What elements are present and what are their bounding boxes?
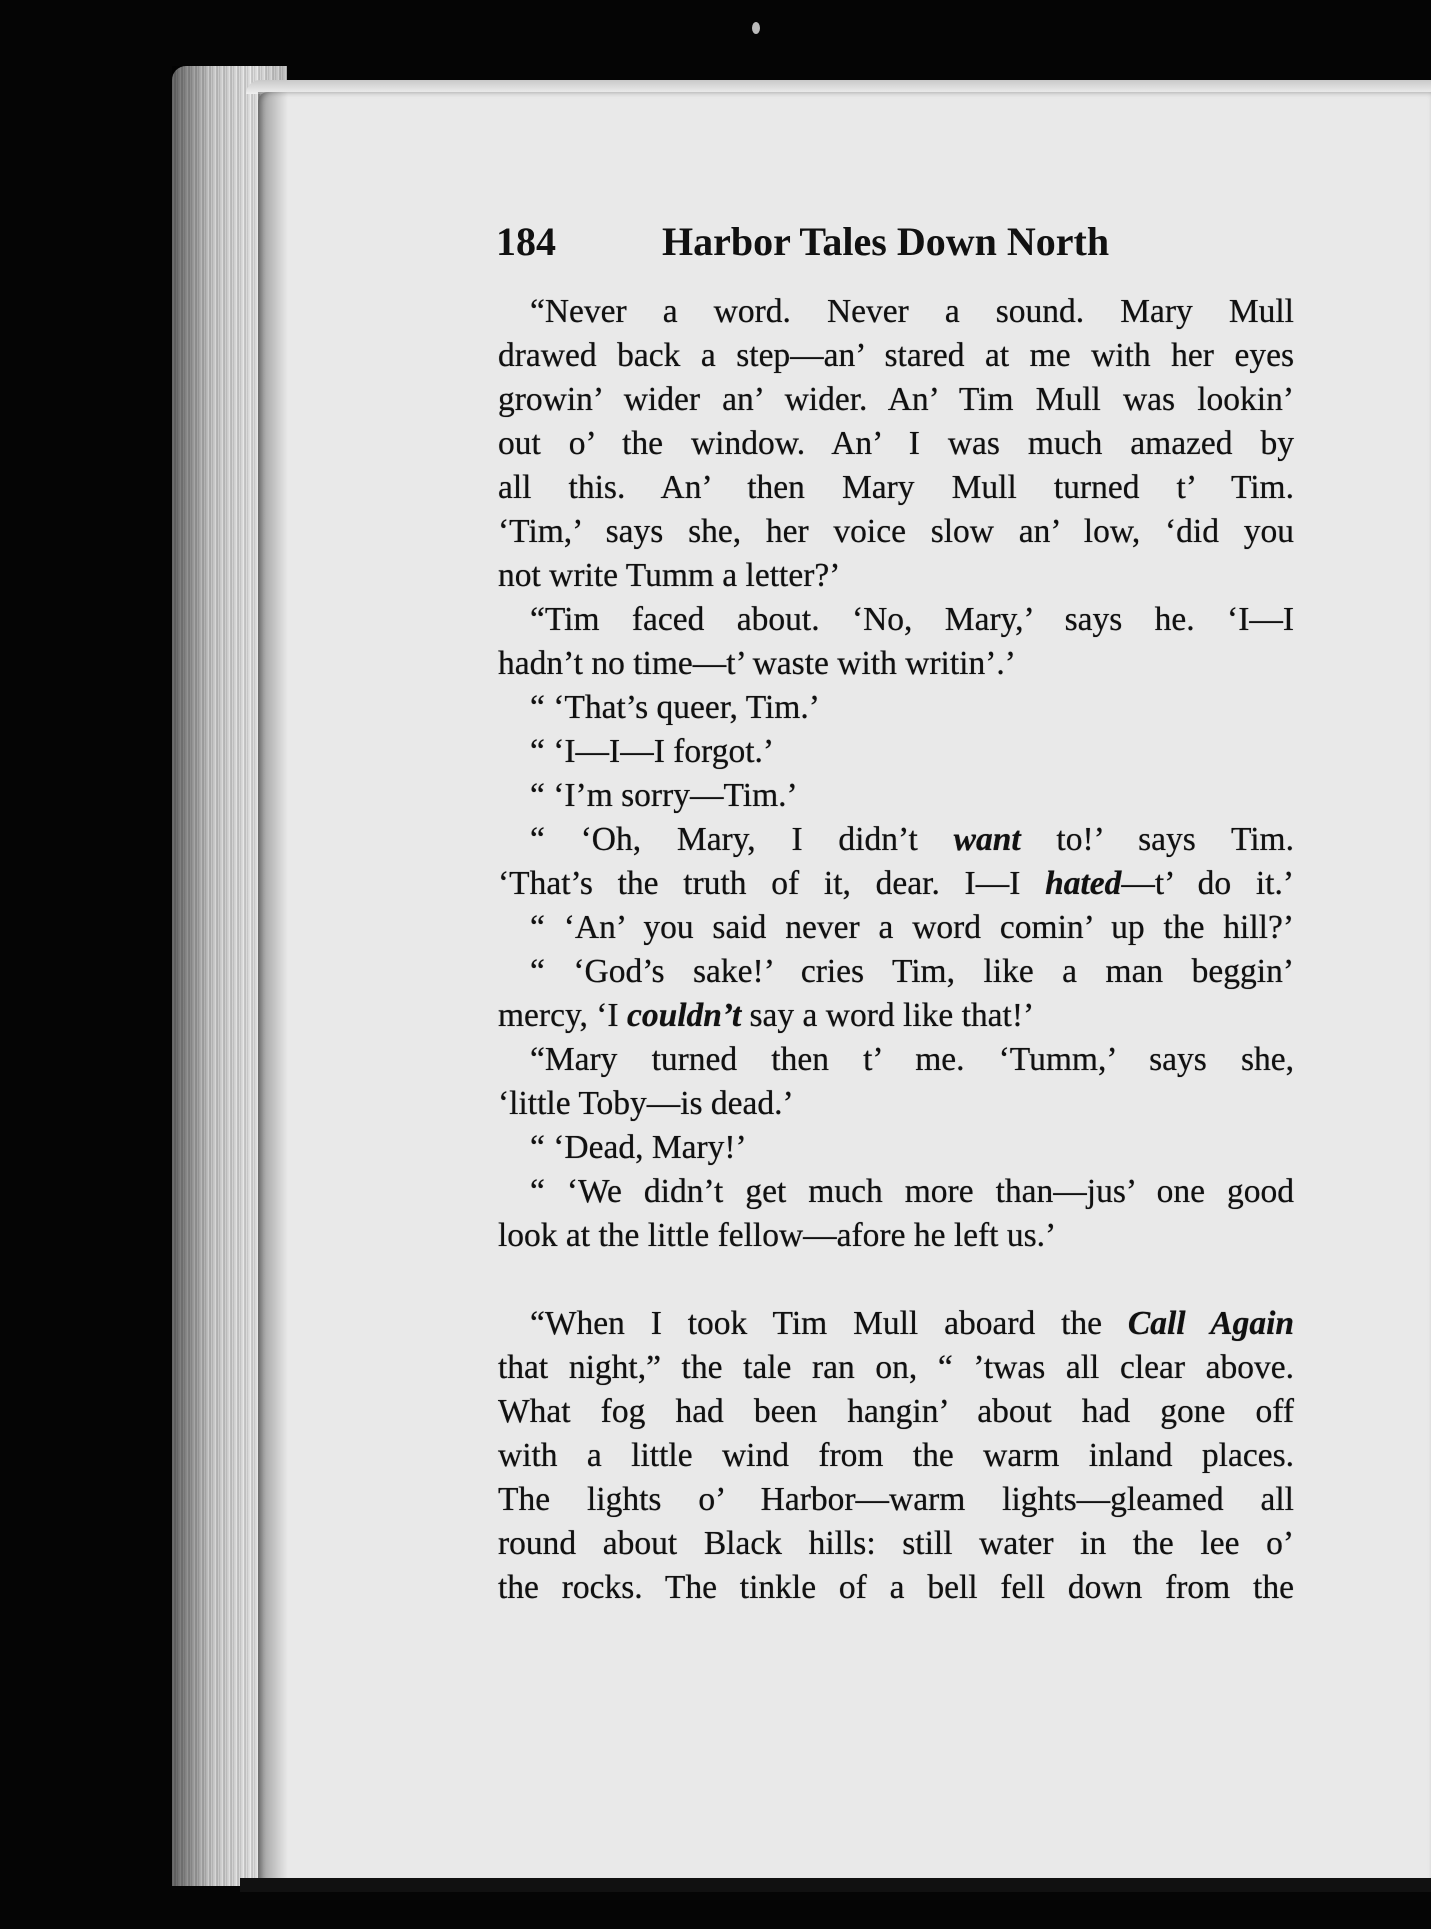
text-run: growin’ wider an’ wider. An’ Tim Mull was lookin’ bbox=[498, 381, 1294, 418]
text-run: “ ‘God’s sake!’ cries Tim, like a man beggin’ bbox=[530, 953, 1294, 990]
emphasized-text: couldn’t bbox=[626, 997, 742, 1034]
running-title: Harbor Tales Down North bbox=[662, 219, 1110, 264]
text-line bbox=[498, 862, 1294, 906]
text-line bbox=[498, 1302, 1294, 1346]
text-run: “ ‘An’ you said never a word comin’ up the hill?’ bbox=[530, 909, 1294, 946]
text-line bbox=[498, 1346, 1294, 1390]
text-run: ‘Tim,’ says she, her voice slow an’ low, ‘did you bbox=[498, 513, 1294, 550]
text-run: —t’ do it.’ bbox=[1121, 865, 1294, 902]
text-line bbox=[498, 334, 1294, 378]
emphasized-text: Call Again bbox=[1127, 1305, 1295, 1342]
page-number: 184 bbox=[496, 219, 556, 264]
text-run: mercy, ‘I bbox=[498, 997, 627, 1034]
text-line bbox=[498, 642, 1294, 686]
text-run: “When I took Tim Mull aboard the bbox=[530, 1305, 1128, 1342]
text-run: ‘That’s the truth of it, dear. I—I bbox=[498, 865, 1046, 902]
text-run: look at the little fellow—afore he left us.’ bbox=[498, 1217, 1057, 1254]
text-line bbox=[498, 906, 1294, 950]
text-line bbox=[498, 510, 1294, 554]
text-line bbox=[498, 1082, 1294, 1126]
emphasized-text: want bbox=[953, 821, 1021, 858]
text-run: The lights o’ Harbor—warm lights—gleamed all bbox=[498, 1481, 1294, 1518]
text-run: “Tim faced about. ‘No, Mary,’ says he. ‘I—I bbox=[530, 601, 1294, 638]
text-line bbox=[498, 1566, 1294, 1610]
text-run: What fog had been hangin’ about had gone off bbox=[498, 1393, 1294, 1430]
text-run: drawed back a step—an’ stared at me with her eyes bbox=[498, 337, 1294, 374]
text-run: “ ‘I’m sorry—Tim.’ bbox=[530, 777, 798, 814]
scan-speck bbox=[752, 22, 760, 34]
text-run: round about Black hills: still water in the lee o’ bbox=[498, 1525, 1294, 1562]
text-line bbox=[498, 378, 1294, 422]
text-run: out o’ the window. An’ I was much amazed by bbox=[498, 425, 1294, 462]
text-run: “ ‘That’s queer, Tim.’ bbox=[530, 689, 820, 726]
body-text bbox=[498, 290, 1294, 1610]
text-run: to!’ says Tim. bbox=[1020, 821, 1294, 858]
text-line bbox=[498, 598, 1294, 642]
text-line bbox=[498, 774, 1294, 818]
text-run: “ ‘I—I—I forgot.’ bbox=[530, 733, 775, 770]
text-run: “ ‘We didn’t get much more than—jus’ one good bbox=[530, 1173, 1294, 1210]
text-line bbox=[498, 686, 1294, 730]
text-line bbox=[498, 994, 1294, 1038]
text-line bbox=[498, 730, 1294, 774]
text-line bbox=[498, 1170, 1294, 1214]
text-line bbox=[498, 1214, 1294, 1258]
text-line bbox=[498, 1434, 1294, 1478]
text-run: not write Tumm a letter?’ bbox=[498, 557, 841, 594]
text-line bbox=[498, 1038, 1294, 1082]
text-run: all this. An’ then Mary Mull turned t’ Tim. bbox=[498, 469, 1294, 506]
paragraph-gap bbox=[498, 1258, 1294, 1302]
text-line bbox=[498, 1478, 1294, 1522]
page-header bbox=[496, 218, 1136, 278]
text-run: “ ‘Dead, Mary!’ bbox=[530, 1129, 747, 1166]
emphasized-text: hated bbox=[1045, 865, 1122, 902]
text-line bbox=[498, 422, 1294, 466]
text-run: hadn’t no time—t’ waste with writin’.’ bbox=[498, 645, 1016, 682]
text-run: that night,” the tale ran on, “ ’twas all clear above. bbox=[498, 1349, 1294, 1386]
text-run: ‘little Toby—is dead.’ bbox=[498, 1085, 794, 1122]
text-run: “Never a word. Never a sound. Mary Mull bbox=[530, 293, 1294, 330]
text-line bbox=[498, 1522, 1294, 1566]
text-line bbox=[498, 554, 1294, 598]
page-bottom-edge bbox=[240, 1878, 1431, 1892]
text-line bbox=[498, 1126, 1294, 1170]
text-run: “ ‘Oh, Mary, I didn’t bbox=[530, 821, 954, 858]
gutter-shadow bbox=[258, 92, 288, 1884]
text-run: “Mary turned then t’ me. ‘Tumm,’ says she, bbox=[530, 1041, 1294, 1078]
text-line bbox=[498, 818, 1294, 862]
text-line bbox=[498, 950, 1294, 994]
text-line bbox=[498, 290, 1294, 334]
text-run: with a little wind from the warm inland places. bbox=[498, 1437, 1294, 1474]
text-line bbox=[498, 1390, 1294, 1434]
text-line bbox=[498, 466, 1294, 510]
text-run: the rocks. The tinkle of a bell fell down from the bbox=[498, 1569, 1294, 1606]
text-run: say a word like that!’ bbox=[741, 997, 1035, 1034]
